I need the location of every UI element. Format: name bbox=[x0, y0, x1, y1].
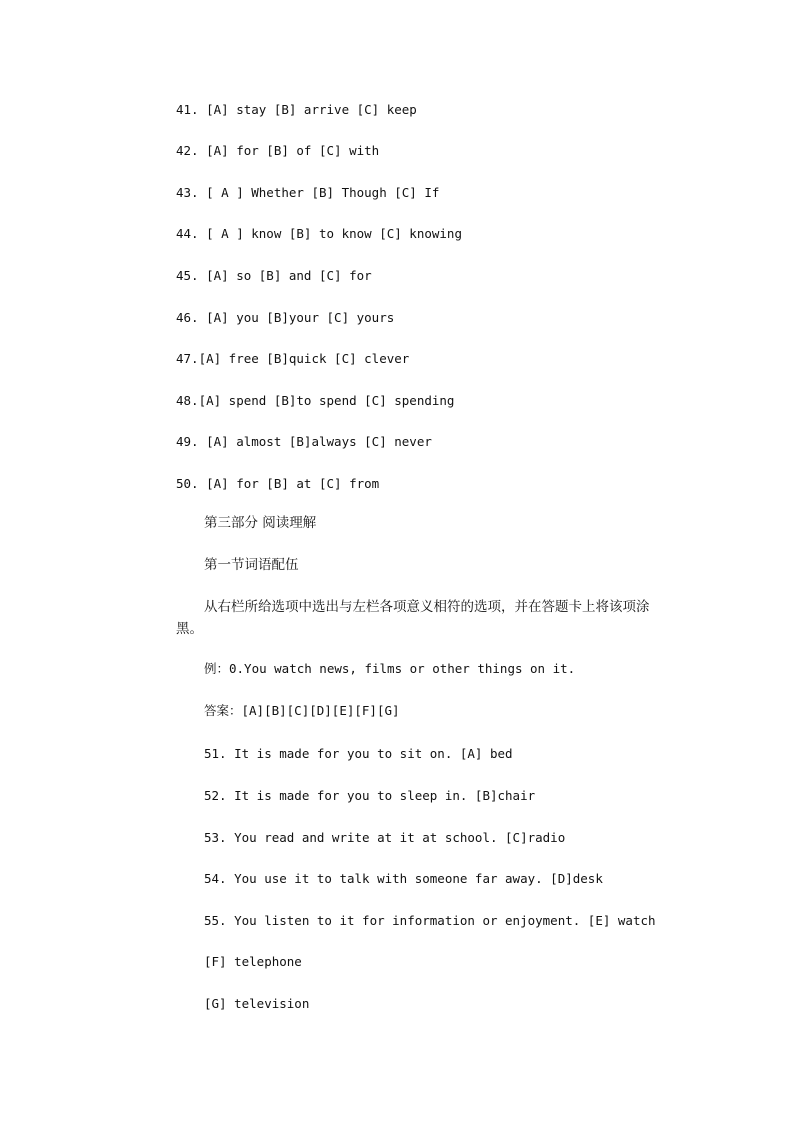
question-55: 55. You listen to it for information or enjoyment. [E] watch bbox=[204, 913, 656, 928]
question-45: 45. [A] so [B] and [C] for bbox=[176, 268, 372, 283]
question-48: 48.[A] spend [B]to spend [C] spending bbox=[176, 393, 455, 408]
question-49: 49. [A] almost [B]always [C] never bbox=[176, 434, 432, 449]
example-line: 例：0.You watch news, films or other things on it. bbox=[204, 661, 576, 676]
instruction-text: 从右栏所给选项中选出与左栏各项意义相符的选项，并在答题卡上将该项涂黑。 bbox=[176, 599, 650, 637]
question-51: 51. It is made for you to sit on. [A] bed bbox=[204, 746, 513, 761]
option-g: [G] television bbox=[204, 996, 310, 1011]
question-42: 42. [A] for [B] of [C] with bbox=[176, 143, 380, 158]
option-f: [F] telephone bbox=[204, 954, 302, 969]
question-41: 41. [A] stay [B] arrive [C] keep bbox=[176, 102, 417, 117]
question-44: 44. [ A ] know [B] to know [C] knowing bbox=[176, 226, 462, 241]
subsection-title: 第一节词语配伍 bbox=[204, 557, 299, 573]
question-43: 43. [ A ] Whether [B] Though [C] If bbox=[176, 185, 440, 200]
question-46: 46. [A] you [B]your [C] yours bbox=[176, 310, 395, 325]
question-47: 47.[A] free [B]quick [C] clever bbox=[176, 351, 410, 366]
question-52: 52. It is made for you to sleep in. [B]chair bbox=[204, 788, 536, 803]
question-53: 53. You read and write at it at school. [C]radio bbox=[204, 830, 566, 845]
question-50: 50. [A] for [B] at [C] from bbox=[176, 476, 380, 491]
question-54: 54. You use it to talk with someone far away. [D]desk bbox=[204, 871, 603, 886]
answer-line: 答案：[A][B][C][D][E][F][G] bbox=[204, 703, 400, 718]
part-title: 第三部分 阅读理解 bbox=[204, 515, 317, 531]
